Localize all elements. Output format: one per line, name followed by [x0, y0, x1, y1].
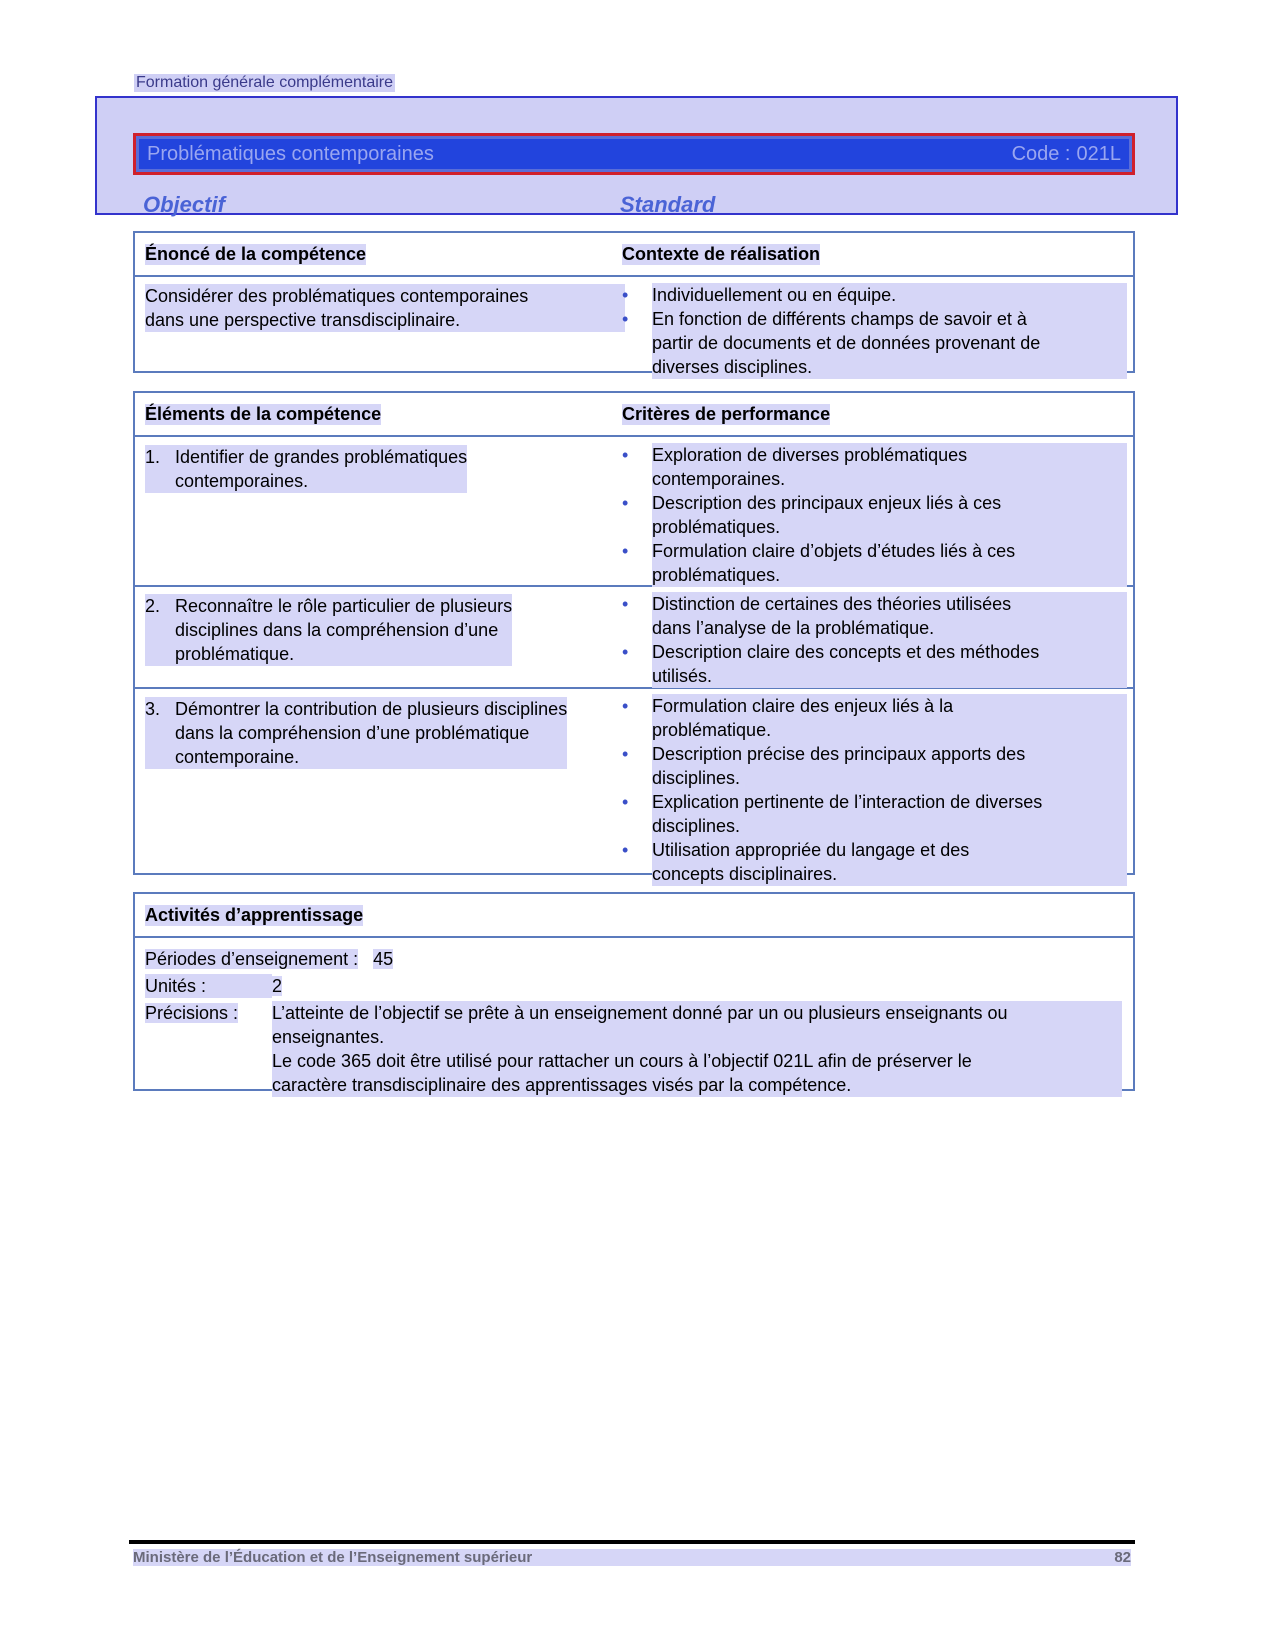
competence-statement	[145, 284, 625, 332]
course-code	[1012, 143, 1121, 166]
enonce-header	[135, 233, 1133, 277]
precisions-text: L’atteinte de l’objectif se prête à un enseignement donné par un ou plusieurs enseignants ou enseignantes. Le code 365 doit être utilisé pour rattacher un cours à l’objectif 021L afin de préserver le caractère transdisciplinaire des apprentissages visés par la compétence.	[272, 1001, 1122, 1097]
element-text: 1. Identifier de grandes problématiques contemporaines.	[145, 447, 468, 491]
criterion-item: • Description précise des principaux apports des disciplines.	[622, 742, 1127, 790]
activites-header	[135, 894, 1133, 938]
criterion-item: • Explication pertinente de l’interaction de diverses disciplines.	[622, 790, 1127, 838]
element-row-2	[135, 587, 1133, 689]
periodes-label: Périodes d’enseignement :	[145, 949, 359, 969]
course-title-bar	[133, 133, 1135, 175]
document-header: Formation générale complémentaire	[136, 74, 394, 91]
context-item: • Individuellement ou en équipe.	[622, 283, 1127, 307]
criterion-item: • Description claire des concepts et des méthodes utilisés.	[622, 640, 1127, 688]
precisions-label: Précisions :	[145, 1003, 239, 1023]
element-row-3	[135, 689, 1133, 884]
page-footer	[133, 1549, 1131, 1566]
enonce-heading: Énoncé de la compétence	[145, 244, 367, 264]
periodes-value: 45	[373, 949, 394, 969]
criterion-item: • Utilisation appropriée du langage et des concepts disciplinaires.	[622, 838, 1127, 886]
unites-label: Unités :	[145, 974, 272, 998]
criteria-list	[622, 443, 1127, 587]
criterion-item: • Formulation claire des enjeux liés à la problématique.	[622, 694, 1127, 742]
course-title: Problématiques contemporaines	[147, 142, 434, 165]
standard-label: Standard	[620, 192, 716, 217]
criterion-item: • Description des principaux enjeux liés à ces problématiques.	[622, 491, 1127, 539]
activites-heading: Activités d’apprentissage	[145, 905, 364, 925]
footer-ministry: Ministère de l’Éducation et de l’Enseignement supérieur	[133, 1549, 533, 1566]
periodes-line	[145, 947, 393, 971]
element-number: 1.	[145, 445, 175, 493]
element-row-1	[135, 437, 1133, 587]
statement-line: dans une perspective transdisciplinaire.	[145, 308, 625, 332]
element-text: 3. Démontrer la contribution de plusieurs disciplines dans la compréhension d’une problématique contemporaine.	[145, 699, 568, 767]
statement-line: Considérer des problématiques contemporaines	[145, 284, 625, 308]
code-value: 021L	[1076, 142, 1121, 165]
enonce-box	[133, 231, 1135, 377]
context-list	[622, 283, 1127, 379]
unites-line	[145, 974, 282, 998]
contexte-heading: Contexte de réalisation	[622, 244, 821, 264]
element-number: 2.	[145, 594, 175, 666]
elements-header	[135, 393, 1133, 437]
criterion-item: • Formulation claire d’objets d’études liés à ces problématiques.	[622, 539, 1127, 587]
context-item: • En fonction de différents champs de savoir et à partir de documents et de données provenant de diverses disciplines.	[622, 307, 1127, 379]
activites-body	[135, 938, 1133, 1095]
page-number: 82	[1114, 1549, 1131, 1566]
enonce-row	[135, 277, 1133, 377]
criteria-list	[622, 694, 1127, 886]
unites-value: 2	[272, 976, 283, 996]
footer-rule	[129, 1540, 1135, 1544]
code-label: Code :	[1011, 142, 1071, 165]
criteres-heading: Critères de performance	[622, 404, 831, 424]
element-text: 2. Reconnaître le rôle particulier de plusieurs disciplines dans la compréhension d’une problématique.	[145, 596, 513, 664]
activites-box	[133, 892, 1135, 1095]
criteria-list	[622, 592, 1127, 688]
elements-box	[133, 391, 1135, 884]
objectif-label: Objectif	[143, 192, 225, 217]
element-number: 3.	[145, 697, 175, 769]
criterion-item: • Exploration de diverses problématiques contemporaines.	[622, 443, 1127, 491]
criterion-item: • Distinction de certaines des théories utilisées dans l’analyse de la problématique.	[622, 592, 1127, 640]
elements-heading: Éléments de la compétence	[145, 404, 382, 424]
